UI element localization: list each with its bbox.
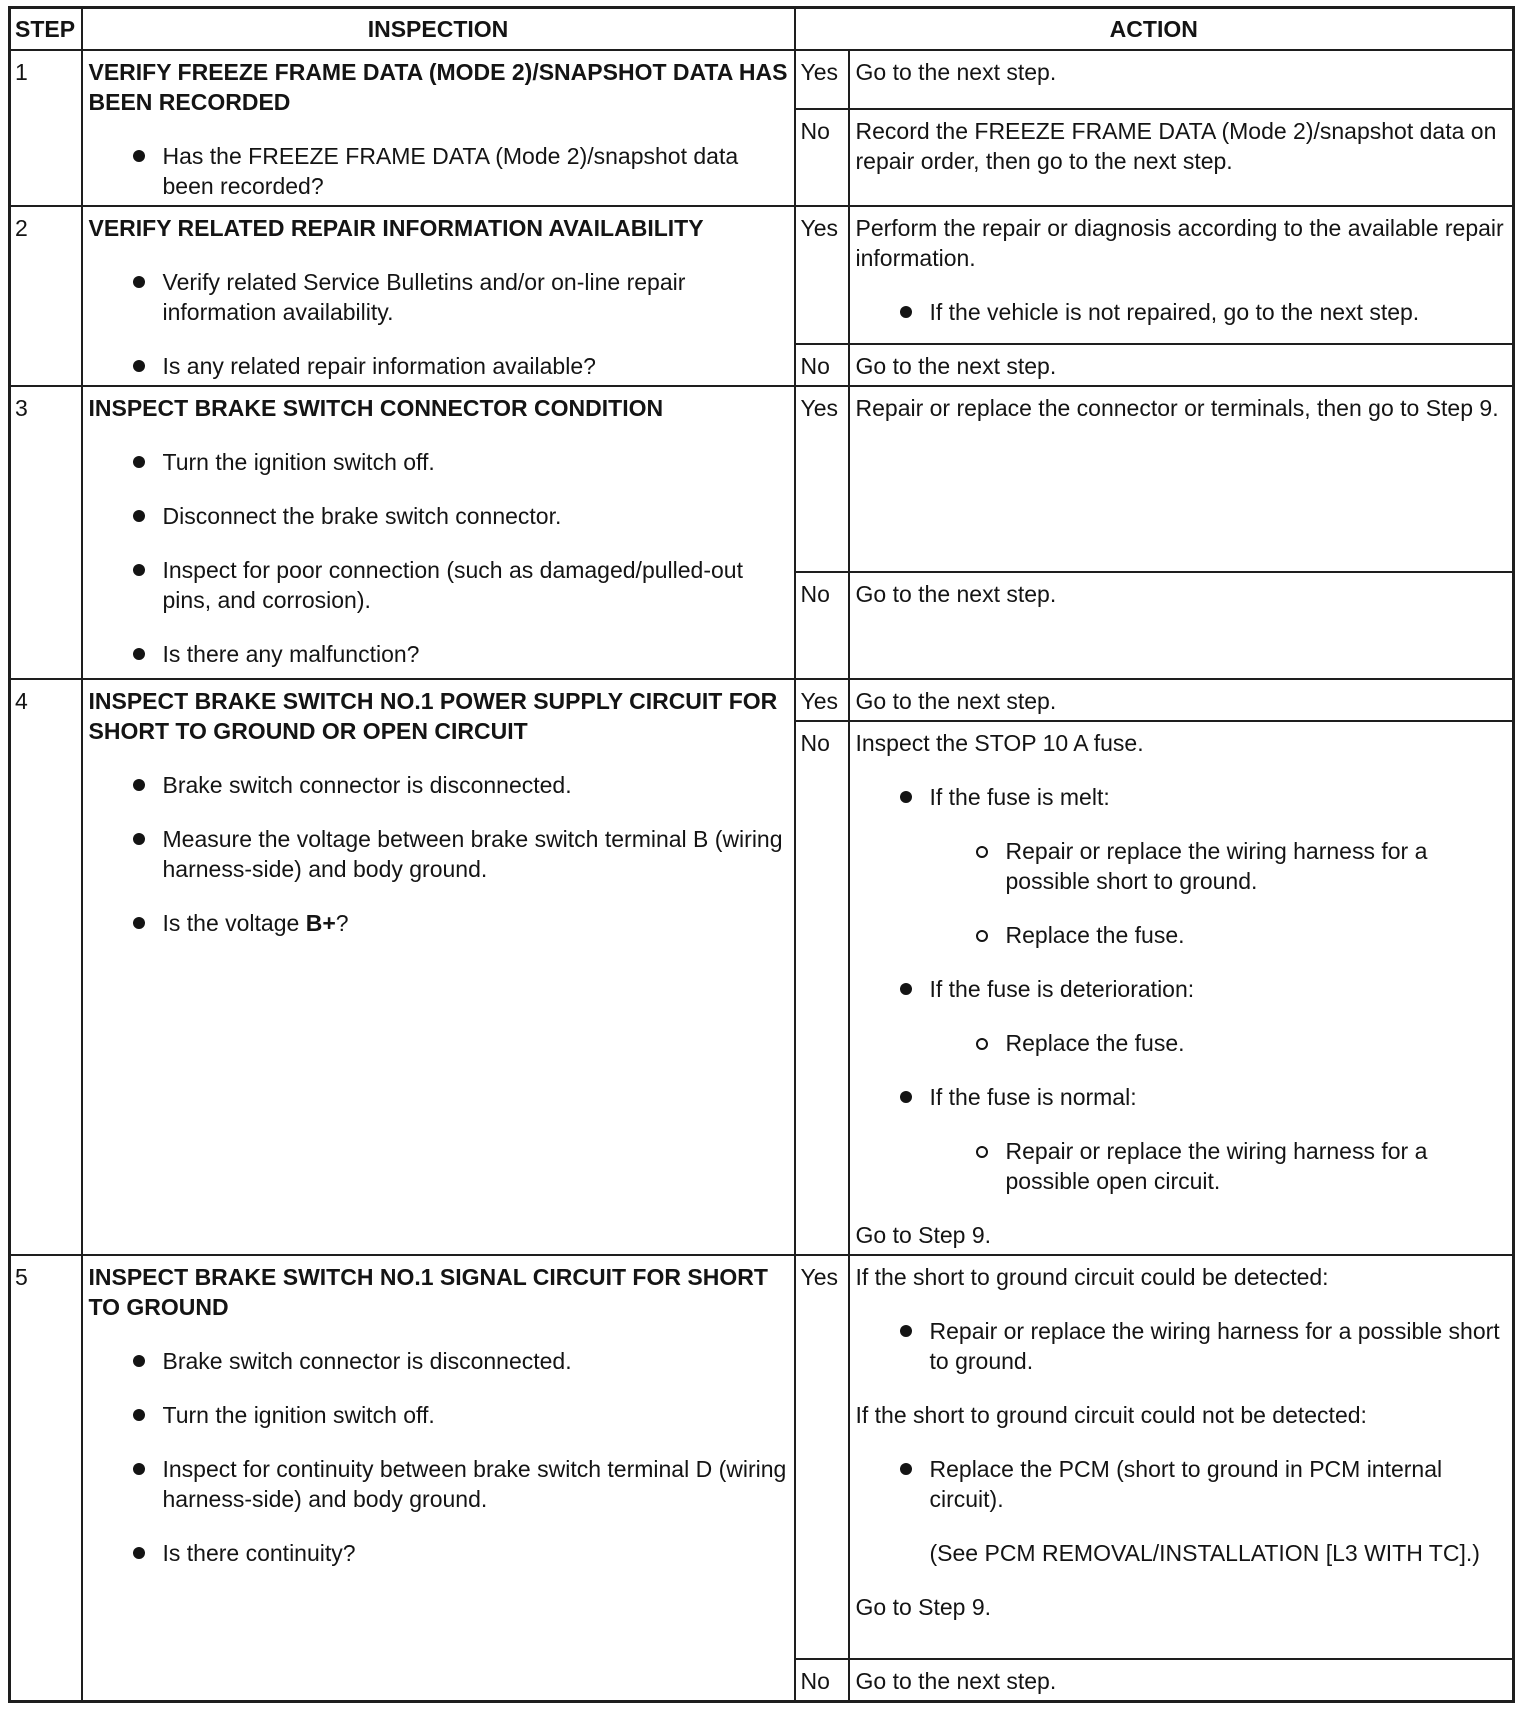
step-number: 4 (10, 679, 82, 1255)
action-bullet: If the vehicle is not repaired, go to the next step. (856, 297, 1507, 327)
no-label: No (795, 109, 849, 207)
step-title: VERIFY RELATED REPAIR INFORMATION AVAILABILITY (88, 215, 704, 241)
voltage-value: B+ (305, 910, 336, 936)
action-bullet: If the fuse is deterioration: (856, 974, 1507, 1004)
inspection-bullet: Inspect for poor connection (such as damaged/pulled-out pins, and corrosion). (89, 555, 788, 615)
inspection-cell (82, 50, 795, 206)
inspection-bullet (89, 908, 788, 938)
yes-action: Perform the repair or diagnosis according to the available repair information. (855, 215, 1504, 271)
yes-action: Go to the next step. (849, 50, 1514, 109)
inspection-bullet: Brake switch connector is disconnected. (89, 770, 788, 800)
table-row (10, 50, 1514, 109)
table-row (10, 679, 1514, 721)
condition-text: If the short to ground circuit could not be detected: (855, 1402, 1367, 1428)
inspection-bullet: Turn the ignition switch off. (89, 447, 788, 477)
inspection-bullet: Is there continuity? (89, 1538, 788, 1568)
action-sub-bullet: Replace the fuse. (856, 1028, 1507, 1058)
step-title: INSPECT BRAKE SWITCH NO.1 POWER SUPPLY CIRCUIT FOR SHORT TO GROUND OR OPEN CIRCUIT (88, 688, 778, 744)
table-header-row (10, 8, 1514, 51)
diagnostic-table (8, 6, 1515, 1703)
yes-action-cell (849, 1255, 1514, 1659)
step-number: 3 (10, 386, 82, 679)
action-bullet (856, 782, 1507, 812)
action-sub-bullet: Repair or replace the wiring harness for a possible short to ground. (856, 836, 1507, 896)
step-number: 2 (10, 206, 82, 386)
yes-action: Repair or replace the connector or terminals, then go to Step 9. (849, 386, 1514, 572)
step-title: INSPECT BRAKE SWITCH CONNECTOR CONDITION (88, 395, 664, 421)
no-label: No (795, 572, 849, 679)
no-label: No (795, 1659, 849, 1702)
inspection-cell (82, 679, 795, 1255)
action-sub-bullet: Repair or replace the wiring harness for a possible open circuit. (856, 1136, 1507, 1196)
header-action: ACTION (795, 8, 1514, 51)
table-row (10, 386, 1514, 572)
action-sub-bullet: Replace the fuse. (856, 920, 1507, 950)
inspection-bullet: Is there any malfunction? (89, 639, 788, 669)
no-label: No (795, 721, 849, 1255)
header-inspection: INSPECTION (82, 8, 795, 51)
yes-label: Yes (795, 386, 849, 572)
inspection-bullet: Has the FREEZE FRAME DATA (Mode 2)/snapshot data been recorded? (89, 141, 788, 201)
no-action-intro: Inspect the STOP 10 A fuse. (855, 730, 1144, 756)
inspection-cell (82, 386, 795, 679)
bullet-text: Is the voltage (162, 910, 306, 936)
reference-note: (See PCM REMOVAL/INSTALLATION [L3 WITH TC].) (929, 1540, 1480, 1566)
step-title: INSPECT BRAKE SWITCH NO.1 SIGNAL CIRCUIT FOR SHORT TO GROUND (88, 1264, 768, 1320)
inspection-bullet: Disconnect the brake switch connector. (89, 501, 788, 531)
inspection-bullet: Verify related Service Bulletins and/or on-line repair information availability. (89, 267, 788, 327)
header-step: STEP (10, 8, 82, 51)
action-bullet: Replace the PCM (short to ground in PCM internal circuit). (856, 1454, 1507, 1514)
inspection-bullet: Inspect for continuity between brake switch terminal D (wiring harness-side) and body ground. (89, 1454, 788, 1514)
no-action-cell (849, 721, 1514, 1255)
no-action: Record the FREEZE FRAME DATA (Mode 2)/snapshot data on repair order, then go to the next step. (849, 109, 1514, 207)
step-number: 5 (10, 1255, 82, 1702)
yes-label: Yes (795, 50, 849, 109)
yes-label: Yes (795, 679, 849, 721)
step-title: VERIFY FREEZE FRAME DATA (MODE 2)/SNAPSHOT DATA HAS BEEN RECORDED (88, 59, 788, 115)
goto-step: Go to Step 9. (855, 1594, 992, 1620)
inspection-cell (82, 206, 795, 386)
inspection-bullet: Brake switch connector is disconnected. (89, 1346, 788, 1376)
condition-text: If the fuse is melt: (929, 784, 1110, 810)
table-row (10, 206, 1514, 344)
no-action: Go to the next step. (849, 572, 1514, 679)
inspection-bullet: Is any related repair information available? (89, 351, 788, 381)
yes-action-cell (849, 206, 1514, 344)
inspection-bullet: Turn the ignition switch off. (89, 1400, 788, 1430)
goto-step: Go to Step 9. (855, 1222, 992, 1248)
condition-text: If the short to ground circuit could be detected: (855, 1264, 1329, 1290)
table-row (10, 1255, 1514, 1659)
step-number: 1 (10, 50, 82, 206)
bullet-text: ? (335, 910, 349, 936)
yes-label: Yes (795, 206, 849, 344)
yes-action: Go to the next step. (849, 679, 1514, 721)
no-label: No (795, 344, 849, 386)
no-action: Go to the next step. (849, 344, 1514, 386)
yes-label: Yes (795, 1255, 849, 1659)
action-bullet: Repair or replace the wiring harness for a possible short to ground. (856, 1316, 1507, 1376)
inspection-cell (82, 1255, 795, 1702)
action-bullet: If the fuse is normal: (856, 1082, 1507, 1112)
diagnostic-procedure-sheet (8, 6, 1512, 1716)
inspection-bullet: Measure the voltage between brake switch terminal B (wiring harness-side) and body ground. (89, 824, 788, 884)
no-action: Go to the next step. (849, 1659, 1514, 1702)
